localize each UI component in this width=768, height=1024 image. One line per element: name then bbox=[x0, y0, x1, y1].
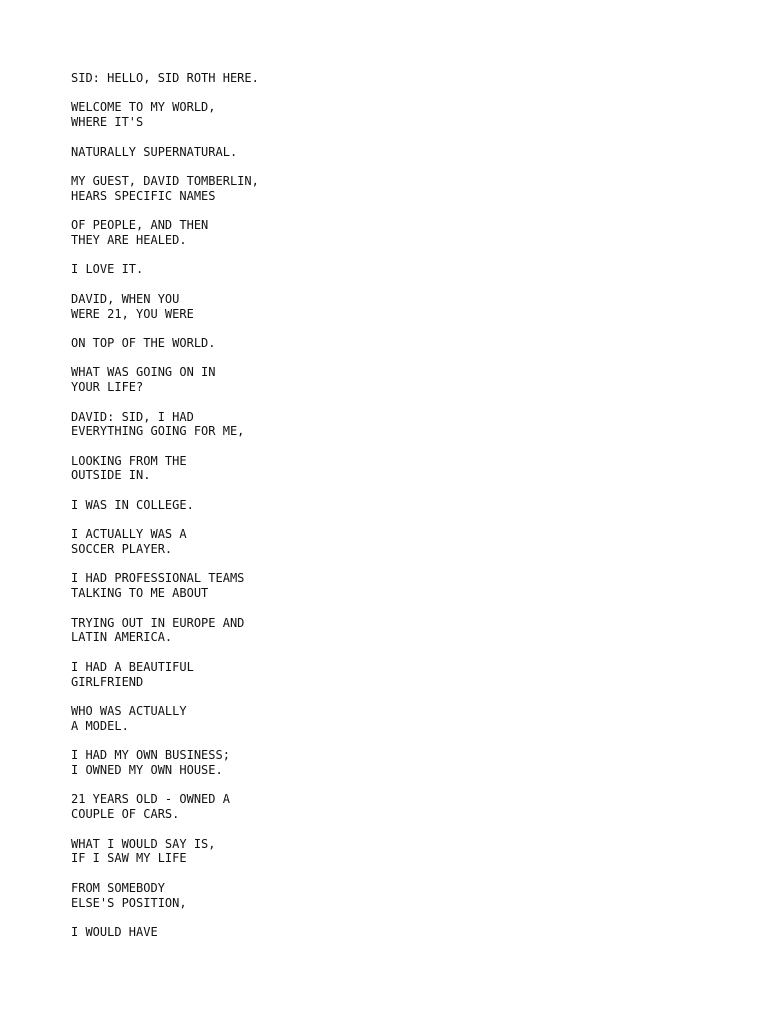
caption-block bbox=[71, 262, 711, 277]
caption-block bbox=[71, 748, 711, 778]
caption-block bbox=[71, 527, 711, 557]
caption-line: TRYING OUT IN EUROPE AND bbox=[71, 615, 245, 630]
caption-line: I ACTUALLY WAS A bbox=[71, 527, 187, 542]
caption-line: SID: HELLO, SID ROTH HERE. bbox=[71, 71, 259, 85]
caption-line: FROM SOMEBODY bbox=[71, 880, 165, 895]
caption-line: TALKING TO ME ABOUT bbox=[71, 586, 209, 601]
caption-line: YOUR LIFE? bbox=[71, 380, 144, 395]
caption-line: LOOKING FROM THE bbox=[71, 453, 187, 468]
caption-line: I HAD A BEAUTIFUL bbox=[71, 659, 194, 674]
caption-block bbox=[71, 925, 711, 940]
caption-block bbox=[71, 174, 711, 204]
caption-block bbox=[71, 218, 711, 248]
caption-line: WHERE IT'S bbox=[71, 115, 144, 130]
caption-block bbox=[71, 292, 711, 322]
caption-block bbox=[71, 837, 711, 867]
caption-line: WERE 21, YOU WERE bbox=[71, 306, 194, 321]
caption-line: WHO WAS ACTUALLY bbox=[71, 704, 187, 719]
caption-line: WELCOME TO MY WORLD, bbox=[71, 100, 216, 115]
caption-line: EVERYTHING GOING FOR ME, bbox=[71, 424, 245, 439]
caption-block bbox=[71, 71, 711, 86]
caption-line: I WOULD HAVE bbox=[71, 924, 158, 939]
caption-line: I WAS IN COLLEGE. bbox=[71, 497, 194, 512]
caption-line: HEARS SPECIFIC NAMES bbox=[71, 188, 216, 203]
caption-line: ON TOP OF THE WORLD. bbox=[71, 335, 216, 350]
caption-block bbox=[71, 660, 711, 690]
caption-line: WHAT WAS GOING ON IN bbox=[71, 365, 216, 380]
caption-line: DAVID, WHEN YOU bbox=[71, 291, 180, 306]
caption-line: NATURALLY SUPERNATURAL. bbox=[71, 144, 238, 159]
caption-block bbox=[71, 792, 711, 822]
caption-line: I OWNED MY OWN HOUSE. bbox=[71, 763, 223, 777]
caption-line: 21 YEARS OLD - OWNED A bbox=[71, 792, 230, 807]
caption-line: THEY ARE HEALED. bbox=[71, 232, 187, 247]
caption-line: I HAD PROFESSIONAL TEAMS bbox=[71, 571, 245, 586]
caption-block bbox=[71, 100, 711, 130]
caption-line: MY GUEST, DAVID TOMBERLIN, bbox=[71, 173, 259, 188]
caption-line: DAVID: SID, I HAD bbox=[71, 409, 194, 424]
caption-block bbox=[71, 365, 711, 395]
caption-line: OUTSIDE IN. bbox=[71, 468, 151, 483]
transcript-page bbox=[71, 71, 711, 954]
caption-line: COUPLE OF CARS. bbox=[71, 807, 180, 822]
caption-line: WHAT I WOULD SAY IS, bbox=[71, 836, 216, 851]
caption-block bbox=[71, 704, 711, 734]
caption-line: A MODEL. bbox=[71, 718, 129, 733]
caption-line: OF PEOPLE, AND THEN bbox=[71, 218, 209, 233]
caption-block bbox=[71, 336, 711, 351]
caption-line: I HAD MY OWN BUSINESS; bbox=[71, 748, 230, 763]
caption-line: GIRLFRIEND bbox=[71, 674, 144, 689]
caption-line: ELSE'S POSITION, bbox=[71, 895, 187, 910]
caption-block bbox=[71, 571, 711, 601]
caption-block bbox=[71, 410, 711, 440]
caption-line: SOCCER PLAYER. bbox=[71, 542, 173, 557]
caption-block bbox=[71, 498, 711, 513]
caption-line: I LOVE IT. bbox=[71, 262, 144, 277]
caption-block bbox=[71, 454, 711, 484]
caption-block bbox=[71, 145, 711, 160]
caption-line: LATIN AMERICA. bbox=[71, 630, 173, 645]
caption-line: IF I SAW MY LIFE bbox=[71, 851, 187, 866]
caption-block bbox=[71, 881, 711, 911]
caption-block bbox=[71, 616, 711, 646]
